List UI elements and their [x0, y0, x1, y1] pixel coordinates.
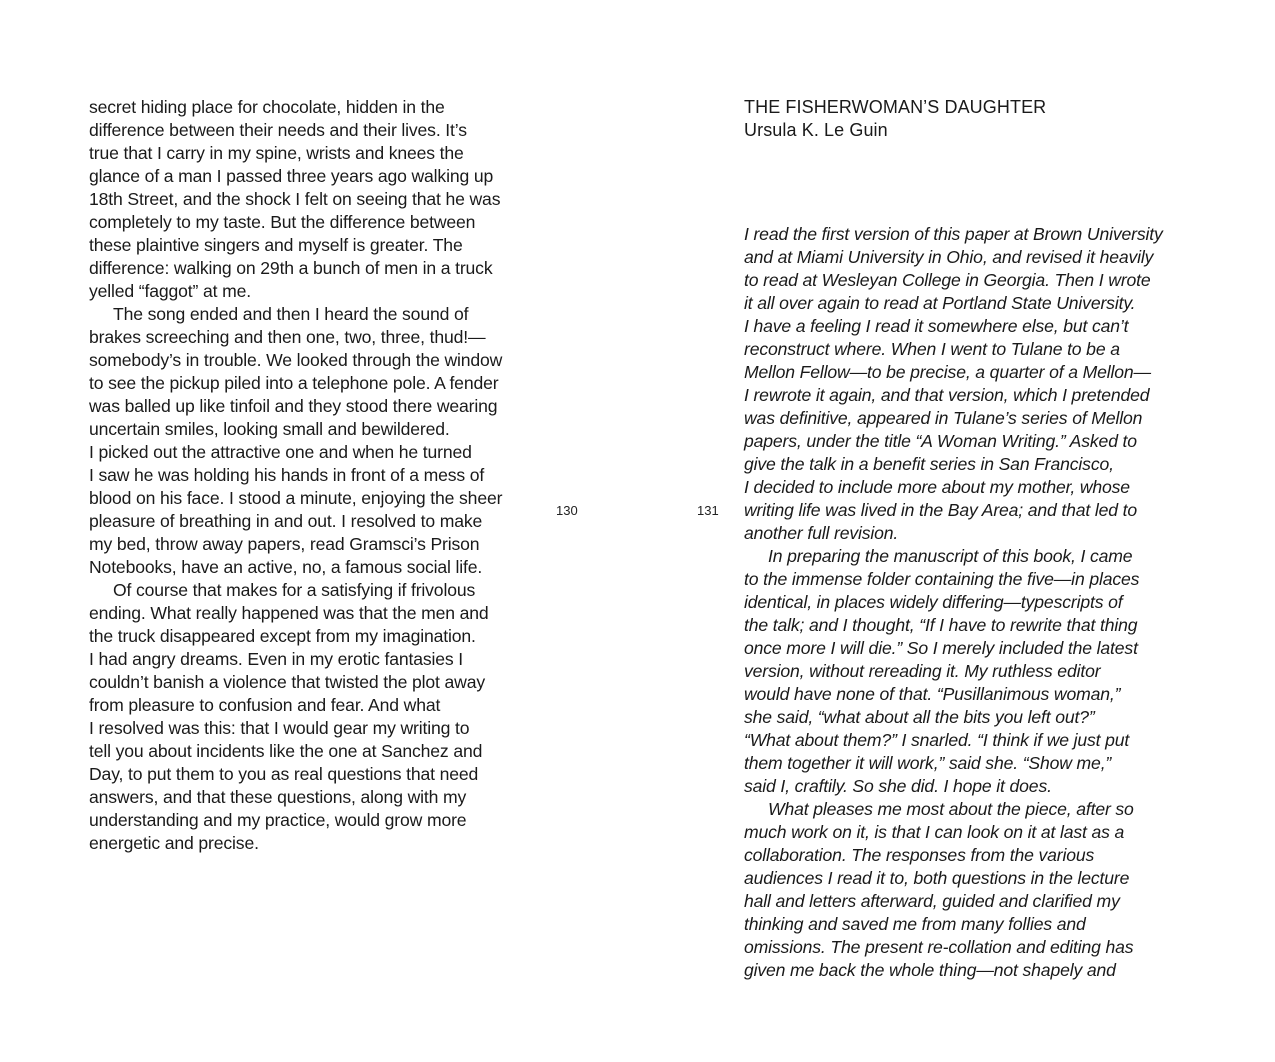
text-line: uncertain smiles, looking small and bewildered. — [89, 419, 450, 439]
text-line: them together it will work,” said she. “Show me,” — [744, 753, 1112, 773]
text-line: somebody’s in trouble. We looked through the window — [89, 350, 503, 370]
text-line: couldn’t banish a violence that twisted the plot away — [89, 672, 485, 692]
text-line: answers, and that these questions, along with my — [89, 787, 467, 807]
text-line: “What about them?” I snarled. “I think if we just put — [744, 730, 1130, 750]
text-line: yelled “faggot” at me. — [89, 281, 251, 301]
text-line: Mellon Fellow—to be precise, a quarter of a Mellon— — [744, 362, 1151, 382]
text-line: the truck disappeared except from my imagination. — [89, 626, 476, 646]
text-line: Of course that makes for a satisfying if frivolous — [113, 580, 476, 600]
chapter-header — [744, 96, 1194, 142]
text-line: glance of a man I passed three years ago walking up — [89, 166, 494, 186]
text-line: from pleasure to confusion and fear. And what — [89, 695, 441, 715]
text-line: The song ended and then I heard the sound of — [113, 304, 469, 324]
text-line: to read at Wesleyan College in Georgia. Then I wrote — [744, 270, 1151, 290]
text-line: given me back the whole thing—not shapely and — [744, 960, 1116, 980]
text-line: papers, under the title “A Woman Writing.” Asked to — [744, 431, 1137, 451]
text-line: completely to my taste. But the difference between — [89, 212, 476, 232]
text-line: I picked out the attractive one and when he turned — [89, 442, 472, 462]
text-line: version, without rereading it. My ruthless editor — [744, 661, 1101, 681]
text-line: identical, in places widely differing—typescripts of — [744, 592, 1123, 612]
text-line: secret hiding place for chocolate, hidden in the — [89, 97, 445, 117]
text-line: once more I will die.” So I merely included the latest — [744, 638, 1138, 658]
text-line: would have none of that. “Pusillanimous woman,” — [744, 684, 1121, 704]
text-line: another full revision. — [744, 523, 899, 543]
text-line: thinking and saved me from many follies and — [744, 914, 1086, 934]
text-line: and at Miami University in Ohio, and revised it heavily — [744, 247, 1154, 267]
chapter-title: THE FISHERWOMAN’S DAUGHTER — [744, 97, 1047, 117]
text-line: I saw he was holding his hands in front of a mess of — [89, 465, 485, 485]
right-page-body — [744, 223, 1194, 982]
text-line: I read the first version of this paper at Brown University — [744, 224, 1163, 244]
left-page-body — [89, 96, 539, 855]
text-line: to the immense folder containing the five—in places — [744, 569, 1140, 589]
text-line: reconstruct where. When I went to Tulane to be a — [744, 339, 1120, 359]
chapter-author: Ursula K. Le Guin — [744, 120, 888, 140]
text-line: In preparing the manuscript of this book, I came — [768, 546, 1133, 566]
text-line: tell you about incidents like the one at Sanchez and — [89, 741, 483, 761]
text-line: to see the pickup piled into a telephone pole. A fender — [89, 373, 499, 393]
text-line: ending. What really happened was that the men and — [89, 603, 489, 623]
text-line: difference between their needs and their lives. It’s — [89, 120, 467, 140]
text-line: What pleases me most about the piece, after so — [768, 799, 1134, 819]
text-line: omissions. The present re-collation and editing has — [744, 937, 1134, 957]
text-line: brakes screeching and then one, two, three, thud!— — [89, 327, 486, 347]
text-line: audiences I read it to, both questions in the lecture — [744, 868, 1130, 888]
text-line: I rewrote it again, and that version, which I pretended — [744, 385, 1150, 405]
text-line: she said, “what about all the bits you left out?” — [744, 707, 1095, 727]
text-line: energetic and precise. — [89, 833, 259, 853]
text-line: my bed, throw away papers, read Gramsci’s Prison — [89, 534, 480, 554]
text-line: it all over again to read at Portland State University. — [744, 293, 1136, 313]
text-line: writing life was lived in the Bay Area; and that led to — [744, 500, 1138, 520]
text-line: pleasure of breathing in and out. I resolved to make — [89, 511, 483, 531]
text-line: give the talk in a benefit series in San Francisco, — [744, 454, 1114, 474]
text-line: I resolved was this: that I would gear my writing to — [89, 718, 470, 738]
text-line: these plaintive singers and myself is greater. The — [89, 235, 463, 255]
text-line: much work on it, is that I can look on it at last as a — [744, 822, 1125, 842]
text-line: 18th Street, and the shock I felt on seeing that he was — [89, 189, 501, 209]
text-line: Day, to put them to you as real questions that need — [89, 764, 479, 784]
text-line: blood on his face. I stood a minute, enjoying the sheer — [89, 488, 503, 508]
text-line: collaboration. The responses from the various — [744, 845, 1095, 865]
text-line: understanding and my practice, would grow more — [89, 810, 467, 830]
text-line: I had angry dreams. Even in my erotic fantasies I — [89, 649, 464, 669]
text-line: I have a feeling I read it somewhere else, but can’t — [744, 316, 1129, 336]
text-line: was balled up like tinfoil and they stood there wearing — [89, 396, 498, 416]
right-page — [744, 96, 1194, 982]
right-page-number: 131 — [697, 503, 719, 518]
text-line: said I, craftily. So she did. I hope it does. — [744, 776, 1052, 796]
text-line: Notebooks, have an active, no, a famous social life. — [89, 557, 483, 577]
text-line: difference: walking on 29th a bunch of men in a truck — [89, 258, 493, 278]
text-line: was definitive, appeared in Tulane’s series of Mellon — [744, 408, 1143, 428]
left-page-number: 130 — [556, 503, 578, 518]
text-line: the talk; and I thought, “If I have to rewrite that thing — [744, 615, 1138, 635]
text-line: hall and letters afterward, guided and clarified my — [744, 891, 1120, 911]
text-line: I decided to include more about my mother, whose — [744, 477, 1130, 497]
text-line: true that I carry in my spine, wrists and knees the — [89, 143, 464, 163]
